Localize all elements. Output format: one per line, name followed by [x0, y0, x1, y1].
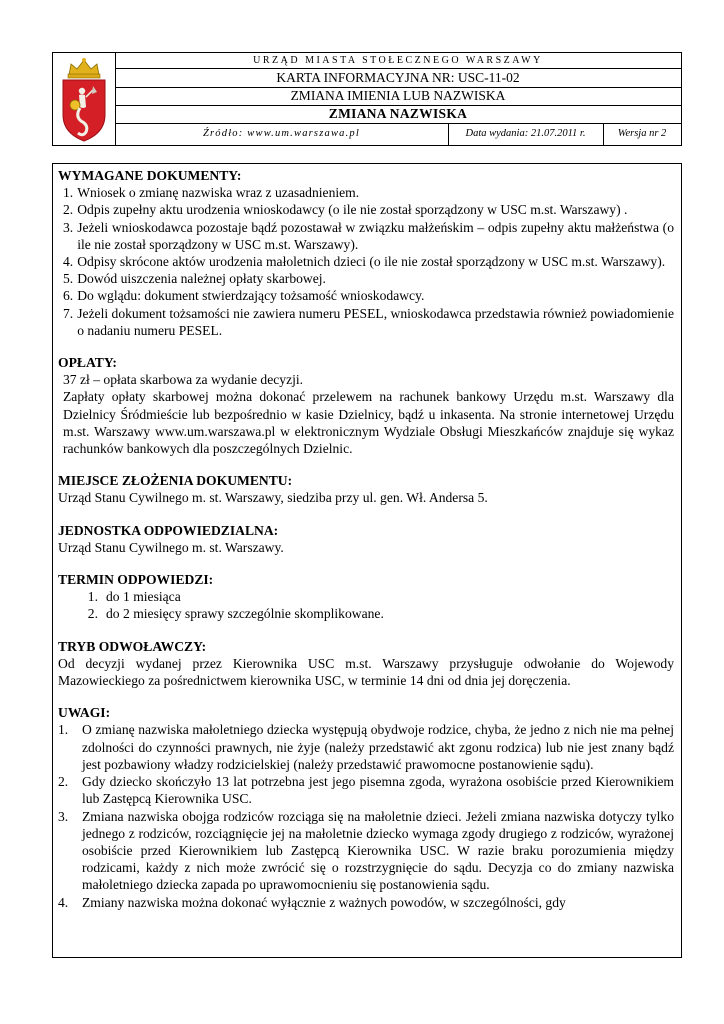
notes-heading: UWAGI:: [58, 705, 111, 721]
list-item: 1. O zmianę nazwiska małoletniego dziecka występują obydwoje rodzice, chyba, że jedno z nich nie ma pełnej zdolności do czynności prawnych, nie żyje (należy przedstawić akt zgonu rodzica) lub nie jest znany bądź jest pozbawiony władzy rodzicielskiej (należy przedstawić prawomocne postanowienie sądu).: [58, 722, 674, 772]
submission-place-heading: MIEJSCE ZŁOŻENIA DOKUMENTU:: [58, 473, 293, 489]
fees-payment-info: Zapłaty opłaty skarbowej można dokonać przelewem na rachunek bankowy Urzędu m.st. Warszawy dla Dzielnicy Śródmieście lub bezpośrednio w kasie Dzielnicy, bądź u inkasenta. Na stronie internetowej Urzędu m.st. Warszawy www.um.warszawa.pl w elektronicznym Wydziale Obsługi Mieszkańców znajduje się wykaz rachunków bankowych dla poszczególnych Dzielnic.: [63, 389, 674, 457]
list-item: 1. Wniosek o zmianę nazwiska wraz z uzasadnieniem.: [63, 185, 360, 201]
appeal-text: Od decyzji wydanej przez Kierownika USC m.st. Warszawy przysługuje odwołanie do Wojewody Mazowieckiego za pośrednictwem kierownika USC, w terminie 14 dni od dnia jej doręczenia.: [58, 655, 674, 689]
required-documents-list: [58, 184, 674, 339]
list-item: 6. Do wglądu: dokument stwierdzający tożsamość wnioskodawcy.: [63, 288, 425, 304]
responsible-unit-text: Urząd Stanu Cywilnego m. st. Warszawy.: [58, 539, 284, 555]
list-item: 2. do 2 miesięcy sprawy szczególnie skomplikowane.: [87, 606, 384, 622]
required-documents-heading: WYMAGANE DOKUMENTY:: [58, 168, 242, 183]
notes-list: [58, 721, 674, 910]
fees-heading: OPŁATY:: [58, 355, 117, 371]
responsible-unit-heading: JEDNOSTKA ODPOWIEDZIALNA:: [58, 522, 279, 538]
issue-date-cell: Data wydania: 21.07.2011 r.: [448, 123, 604, 145]
version-cell: Wersja nr 2: [617, 128, 667, 139]
list-item: 7. Jeżeli dokument tożsamości nie zawiera numeru PESEL, wnioskodawca przedstawia również powiadomienie o nadaniu numeru PESEL.: [63, 305, 675, 338]
list-item: 1. do 1 miesiąca: [87, 589, 181, 605]
list-item: 4. Odpisy skrócone aktów urodzenia małoletnich dzieci (o ile nie został sporządzony w USC m.st. Warszawy).: [63, 254, 666, 270]
warsaw-coat-of-arms-icon: [53, 53, 116, 145]
list-item: 5. Dowód uiszczenia należnej opłaty skarbowej.: [63, 271, 326, 287]
office-name: URZĄD MIASTA STOŁECZNEGO WARSZAWY: [115, 53, 681, 69]
source-cell: Źródło: www.um.warszawa.pl: [115, 123, 449, 145]
document-header: [52, 52, 682, 146]
card-number: KARTA INFORMACYJNA NR: USC-11-02: [115, 68, 681, 88]
document-body: [52, 163, 682, 958]
list-item: 3. Jeżeli wnioskodawca pozostaje bądź pozostawał w związku małżeńskim – odpis zupełny aktu małżeństwa (o ile nie został sporządzony w USC m.st. Warszawy).: [63, 219, 674, 252]
response-deadline-heading: TERMIN ODPOWIEDZI:: [58, 572, 214, 588]
list-item: 3. Zmiana nazwiska obojga rodziców rozciąga się na małoletnie dzieci. Jeżeli zmiana nazwiska dotyczy tylko jednego z rodziców, rozciągnięcie jej na małoletnie dziecko wymaga zgody drugiego z rodziców, wyrażonej osobiście przed Kierownikiem lub Zastępcą Kierownika USC. W razie braku porozumienia między rodzicami, każdy z nich może zwrócić się o rozstrzygnięcie do sądu. Decyzja co do zmiany nazwiska małoletniego dziecka zapada po uprawomocnieniu się postanowienia sądu.: [58, 808, 674, 893]
appeal-heading: TRYB ODWOŁAWCZY:: [58, 638, 207, 654]
header-meta-row: [115, 123, 681, 145]
list-item: 2. Gdy dziecko skończyło 13 lat potrzebna jest jego pisemna zgoda, wyrażona osobiście przed Kierownikiem lub Zastępcą Kierownika USC.: [58, 774, 674, 807]
document-subtitle: ZMIANA IMIENIA LUB NAZWISKA: [115, 87, 681, 106]
submission-place-text: Urząd Stanu Cywilnego m. st. Warszawy, siedziba przy ul. gen. Wł. Andersa 5.: [58, 490, 488, 506]
list-item: 4. Zmiany nazwiska można dokonać wyłącznie z ważnych powodów, w szczególności, gdy: [58, 894, 566, 910]
fees-amount: 37 zł – opłata skarbowa za wydanie decyzji.: [63, 372, 304, 388]
response-deadline-list: [58, 588, 674, 622]
document-title: ZMIANA NAZWISKA: [115, 105, 681, 124]
list-item: 2. Odpis zupełny aktu urodzenia wnioskodawcy (o ile nie został sporządzony w USC m.st. Warszawy) .: [63, 202, 628, 218]
